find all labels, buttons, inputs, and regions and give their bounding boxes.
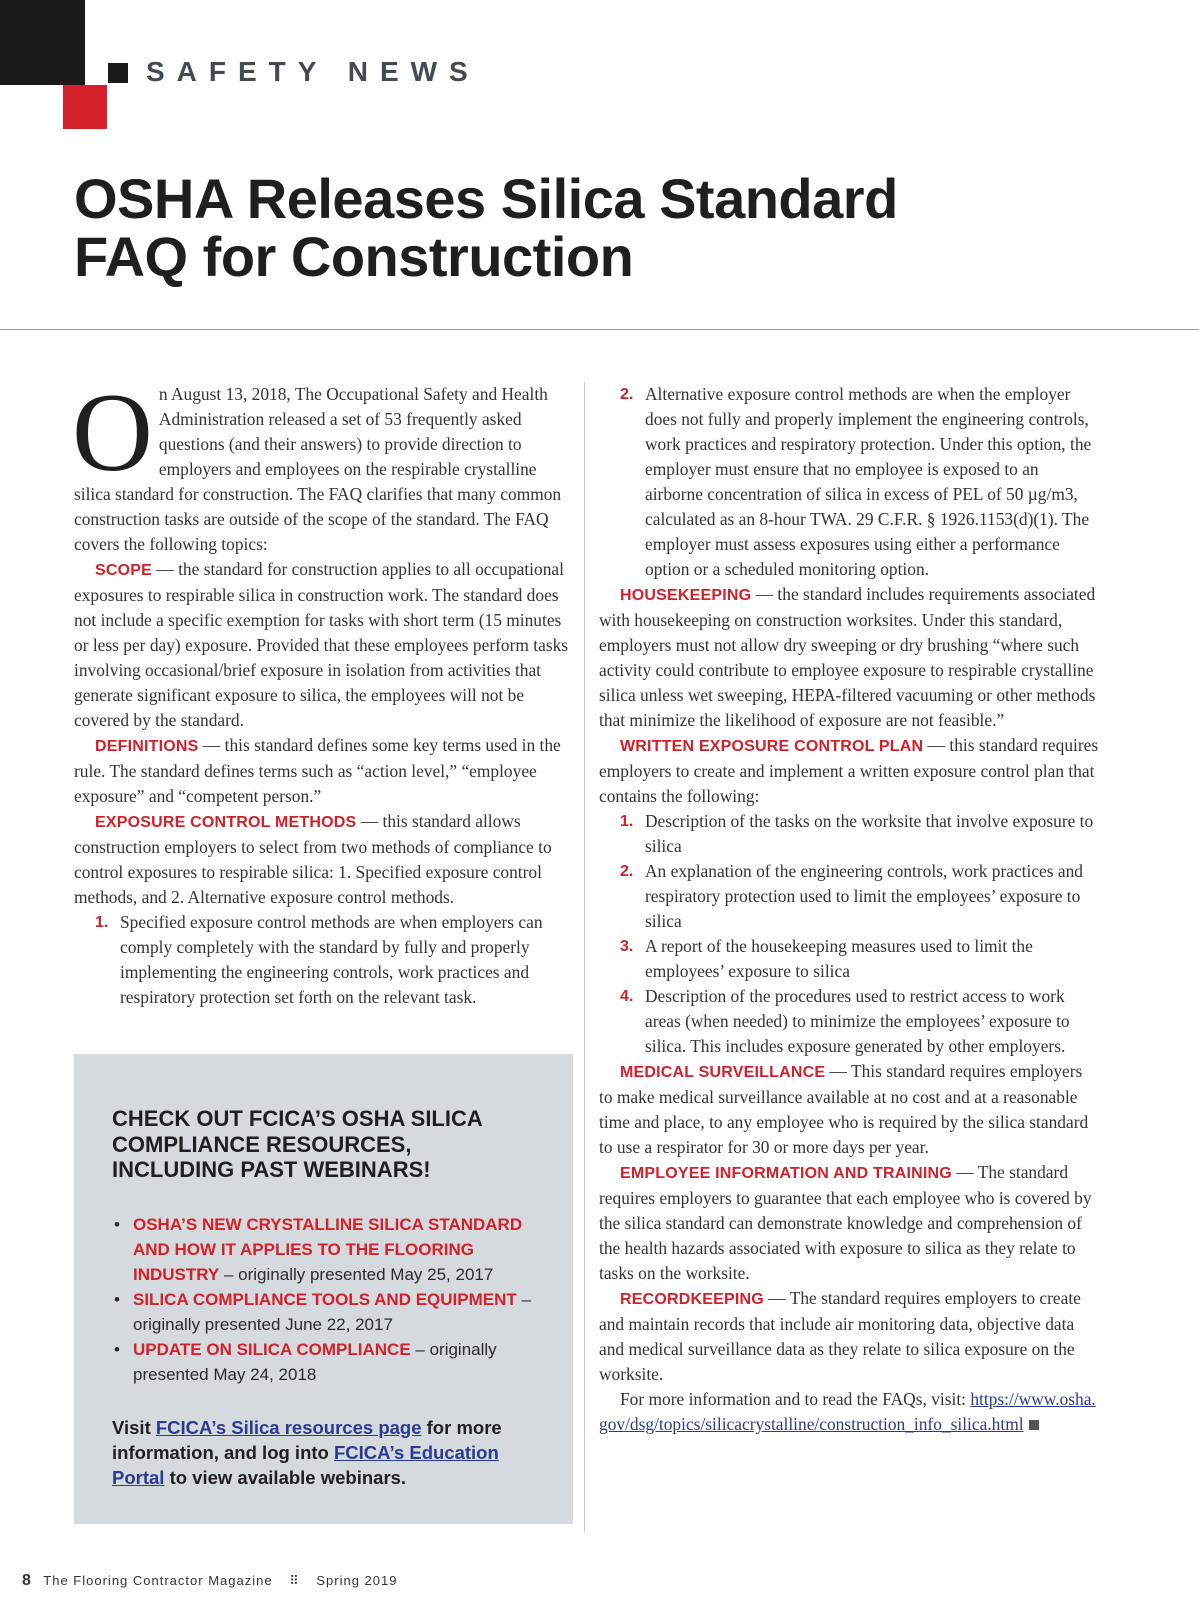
more-info-text: For more information and to read the FAQs, visit: [620, 1389, 971, 1409]
visit-paragraph [112, 1415, 533, 1490]
medical-heading: MEDICAL SURVEILLANCE [620, 1064, 826, 1081]
exposure-control-heading: EXPOSURE CONTROL METHODS [95, 814, 357, 831]
visit-text-mid: for more information, and log into [112, 1416, 502, 1463]
webinar-date: – originally presented June 22, 2017 [133, 1289, 531, 1334]
visit-text-pre: Visit [112, 1416, 156, 1438]
list-number: 1. [620, 813, 634, 830]
callout-title: CHECK OUT FCICA’S OSHA SILICA COMPLIANCE RESOURCES, INCLUDING PAST WEBINARS! [112, 1106, 482, 1182]
drop-cap: O [72, 371, 153, 495]
employee-info-heading: EMPLOYEE INFORMATION AND TRAINING [620, 1165, 952, 1182]
resources-callout-box [74, 1054, 573, 1524]
silica-resources-link[interactable]: FCICA’s Silica resources page [155, 1416, 422, 1438]
end-mark-icon [1029, 1420, 1039, 1430]
page-number: 8 [22, 1572, 31, 1589]
housekeeping-paragraph [599, 582, 1099, 733]
webinar-item [112, 1212, 533, 1287]
recordkeeping-paragraph [599, 1286, 1099, 1387]
page-title [74, 167, 1074, 288]
scope-text: — the standard for construction applies to all occupational exposures to respirable silica in construction work. The standard does not include a specific exemption for tasks with short term (15 minutes or less per day) exposure. Provided that these employees perform tasks involving occasional/brief exposure in isolation from activities that generate significant exposure to silica, the employees will not be covered by the standard. [74, 559, 569, 730]
list-item-text: Alternative exposure control methods are when the employer does not fully and properly implement the engineering controls, work practices and respiratory protection. Under this option, the employer must ensure that no employee is exposed to an airborne concentration of silica in excess of PEL of 50 µg/m3, calculated as an 8-hour TWA. 29 C.F.R. § 1926.1153(d)(1). The employer must assess exposures using either a performance option or a scheduled monitoring option. [645, 384, 1092, 579]
education-portal-link[interactable]: FCICA’s Education Portal [112, 1441, 499, 1488]
written-plan-text: — this standard requires employers to create and implement a written exposure control plan that contains the following: [599, 735, 1099, 806]
footer-separator-icon: ⠿ [289, 1573, 300, 1588]
employee-info-paragraph [599, 1160, 1099, 1286]
visit-text-post: to view available webinars. [164, 1466, 407, 1488]
list-item-text: Specified exposure control methods are when employers can comply completely with the standard by fully and properly implementing the engineering controls, work practices and respiratory protection set forth on the relevant task. [120, 912, 543, 1007]
exposure-control-text: — this standard allows construction employers to select from two methods of compliance to control exposures to respirable silica: 1. Specified exposure control methods, and 2. Alternative exposure control methods. [74, 811, 552, 907]
recordkeeping-heading: RECORDKEEPING [620, 1291, 764, 1308]
page-footer [22, 1572, 397, 1590]
scope-paragraph [74, 557, 572, 733]
title-line-2: FAQ for Construction [74, 225, 634, 288]
employee-info-text: — The standard requires employers to guarantee that each employee who is covered by the silica standard can demonstrate knowledge and comprehension of the health hazards associated with exposure to silica as they relate to tasks on the worksite. [599, 1162, 1092, 1283]
bullet-icon: • [114, 1214, 120, 1234]
webinar-item [112, 1287, 533, 1337]
webinar-item [112, 1337, 533, 1387]
list-item-text: A report of the housekeeping measures used to limit the employees’ exposure to silica [645, 936, 1033, 981]
webinar-date: – originally presented May 24, 2018 [133, 1339, 497, 1384]
header-divider [0, 329, 1199, 330]
issue-date: Spring 2019 [316, 1573, 398, 1588]
left-column [72, 371, 572, 1010]
title-line-1: OSHA Releases Silica Standard [74, 167, 898, 230]
medical-text: — This standard requires employers to make medical surveillance available at no cost and at a reasonable time and place, to any employee who is required by the silica standard to use a respirator for 30 or more days per year. [599, 1061, 1089, 1157]
medical-paragraph [599, 1059, 1099, 1160]
definitions-paragraph [74, 733, 572, 809]
list-item [599, 859, 1099, 934]
right-column [599, 382, 1099, 1437]
list-item [599, 934, 1099, 984]
list-item [599, 382, 1099, 582]
list-number: 3. [620, 938, 634, 955]
housekeeping-heading: HOUSEKEEPING [620, 587, 752, 604]
housekeeping-text: — the standard includes requirements associated with housekeeping on construction worksites. Under this standard, employers must not allow dry sweeping or dry brushing “where such activity could contribute to employee exposure to respirable crystalline silica unless wet sweeping, HEPA-filtered vacuuming or other methods that minimize the likelihood of exposure are not feasible.” [599, 584, 1096, 730]
written-plan-heading: WRITTEN EXPOSURE CONTROL PLAN [620, 738, 924, 755]
recordkeeping-text: — The standard requires employers to create and maintain records that include air monitoring data, objective data and medical surveillance data as they relate to silica exposure on the worksite. [599, 1288, 1081, 1384]
corner-black-block [0, 0, 85, 85]
list-item-text: Description of the tasks on the worksite that involve exposure to silica [645, 811, 1094, 856]
webinar-title: OSHA’S NEW CRYSTALLINE SILICA STANDARD AND HOW IT APPLIES TO THE FLOORING INDUSTRY [133, 1214, 523, 1284]
webinar-title: SILICA COMPLIANCE TOOLS AND EQUIPMENT [133, 1289, 517, 1309]
list-number: 1. [95, 914, 109, 931]
list-item [599, 984, 1099, 1059]
definitions-text: — this standard defines some key terms used in the rule. The standard defines terms such as “action level,” “employee exposure” and “competent person.” [74, 735, 561, 806]
list-item [74, 910, 572, 1010]
osha-faq-link[interactable]: https://www.osha.gov/dsg/topics/silicacrystalline/construction_info_silica.html [599, 1389, 1096, 1434]
magazine-name: The Flooring Contractor Magazine [43, 1573, 273, 1588]
column-divider [584, 382, 585, 1532]
list-item-text: An explanation of the engineering controls, work practices and respiratory protection used to limit the employees’ exposure to silica [645, 861, 1084, 931]
exposure-control-paragraph [74, 809, 572, 910]
list-number: 2. [620, 386, 634, 403]
webinar-title: UPDATE ON SILICA COMPLIANCE [133, 1339, 411, 1359]
written-plan-paragraph [599, 733, 1099, 809]
list-number: 2. [620, 863, 634, 880]
list-item [599, 809, 1099, 859]
definitions-heading: DEFINITIONS [95, 738, 199, 755]
scope-heading: SCOPE [95, 562, 153, 579]
more-info-paragraph [599, 1387, 1099, 1437]
list-item-text: Description of the procedures used to restrict access to work areas (when needed) to minimize the employees’ exposure to silica. This includes exposure generated by other employers. [645, 986, 1070, 1056]
intro-text: n August 13, 2018, The Occupational Safety and Health Administration released a set of 53 frequently asked questions (and their answers) to provide direction to employers and employees on the respirable crystalline silica standard for construction. The FAQ clarifies that many common construction tasks are outside of the scope of the standard. The FAQ covers the following topics: [74, 384, 562, 554]
webinar-list [112, 1212, 533, 1387]
section-label: SAFETY NEWS [146, 56, 480, 87]
section-marker-square [108, 63, 128, 83]
bullet-icon: • [114, 1339, 120, 1359]
corner-red-block [63, 85, 107, 129]
intro-paragraph [72, 371, 572, 557]
bullet-icon: • [114, 1289, 120, 1309]
list-number: 4. [620, 988, 634, 1005]
webinar-date: – originally presented May 25, 2017 [219, 1264, 494, 1284]
